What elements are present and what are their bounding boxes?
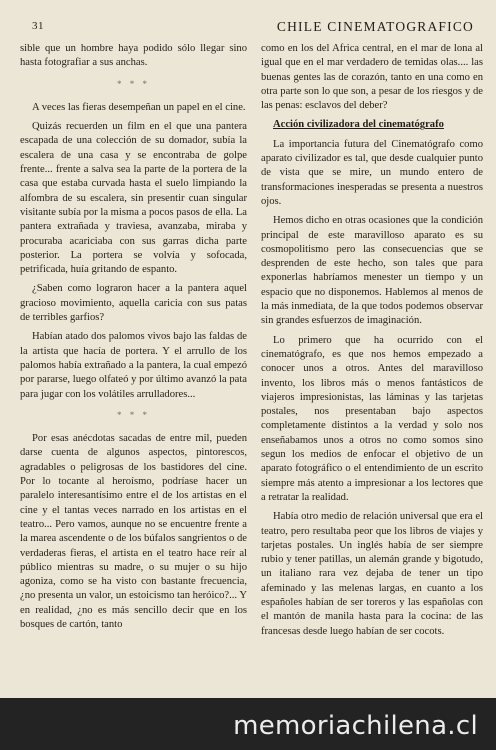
paragraph: sible que un hombre haya podido sólo llegar sino hasta fotografiar a sus anchas. — [20, 43, 247, 69]
section-separator: * * * — [117, 409, 150, 420]
left-column — [20, 42, 247, 637]
paragraph: Lo primero que ha ocurrido con el cinematógrafo, es que nos hemos empezado a conocer unos a otros. Antes del maravilloso invento, los libros más o menos fantásticos de viajeros impresionistas, las láminas y las tarjetas postales, nos presentaban bajo aspectos completamente distintos a la verdad y solo nos enseñabamos unos a otros no como somos sino segun los medios de enfocar el objetivo de un aparato fotográfico o el entendimiento de un escrito siempre más atento a impresionar a los lectores que a retratar la realidad. — [261, 334, 483, 503]
page-number: 31 — [32, 20, 44, 32]
paragraph: A veces las fieras desempeñan un papel en el cine. — [32, 101, 246, 113]
paragraph: Quizás recuerden un film en el que una pantera escapada de una colección de su domador, subía la escalera de una casa y se encontraba de golpe frente... frente a salva sea la parte de la portera de la casa que estaba curvada hasta el suelo limpiando la alfombra de su escalera, sin presentir cuan singular visitante subía por la misma a pocos pasos de ella. La pantera extrañada y traviesa, avanzaba, miraba y procuraba acariciaba con sus garras dicha parte posterior. La portera se volvía y sofocada, petrificada, huía gritando de espanto. — [20, 121, 247, 276]
watermark: memoriachilena.cl — [233, 711, 478, 741]
watermark-band — [0, 698, 496, 750]
running-head: CHILE CINEMATOGRAFICO — [276, 19, 474, 34]
section-heading: Acción civilizadora del cinematógrafo — [273, 119, 444, 131]
section-separator: * * * — [117, 78, 150, 89]
paragraph: ¿Saben como lograron hacer a la pantera aquel gracioso movimiento, aquella caricia con sus patas de terribles garfios? — [20, 283, 247, 324]
paragraph: Por esas anécdotas sacadas de entre mil, pueden darse cuenta de algunos aspectos, pintorescos, agradables o peligrosas de los bastidores del cine. Por lo tocante al heroísmo, podríase hacer un paralelo interesantísimo entre el de los artistas en el cine y el tantas veces narrado en los artistas en el teatro... Pero vamos, aunque no se encuentre frente a la marea ascendente o de los búfalos sangrientos o de verdaderas fieras, el artista en el teatro hace reír al público mientras su madre, o su mujer o su hijo agoniza, como se ha visto con bastante frecuencia, ¿no presenta un valor, un estoicismo tan heróico?... Y en realidad, ¿no es más sencillo decir que en los bosques de cartón, tanto — [20, 433, 247, 630]
paragraph: La importancia futura del Cinematógrafo como aparato civilizador es tal, que desde cualquier punto de vista que se mire, un mundo entero de transformaciones inesperadas se presenta a nuestros ojos. — [261, 138, 483, 207]
paragraph: Habían atado dos palomos vivos bajo las faldas de la artista que hacía de portera. Y el arrullo de los palomos había extrañado a la pantera, la cual empezó por pararse, luego olfateó y por último avanzó la pata para jugar con los volátiles arrulladores... — [20, 331, 247, 400]
right-column — [261, 42, 483, 644]
paragraph: como en los del Africa central, en el mar de lona al igual que en el mar verdadero de temidas olas.... las buenas gentes las de corazón, tanto en una como en otra parte son lo que son, a pesar de los riesgos y de las penas: esclavos del deber? — [261, 43, 483, 112]
paragraph: Hemos dicho en otras ocasiones que la condición principal de este maravilloso aparato es su cosmopolitismo pero las consecuencias que se desprenden de este hecho, son tales que para exponerlas habríamos menester un tiempo y un espacio que no disponemos. Hablemos al menos de la más inmediata, de la que todos podemos observar sin grandes esfuerzos de imaginación. — [261, 215, 483, 327]
paragraph: Había otro medio de relación universal que era el teatro, pero resultaba peor que los libros de viajes y tarjetas postales. Un inglés había de ser siempre rubio y tener patillas, un alemán grande y bigotudo, un italiano rara vez dejaba de tener un tipo afeminado y las melenas largas, en cuanto a los españoles habían de ser toreros y las españolas con el mantón de manila hasta para la cocina: de las francesas desde luego habían de ser cocots. — [261, 511, 483, 637]
